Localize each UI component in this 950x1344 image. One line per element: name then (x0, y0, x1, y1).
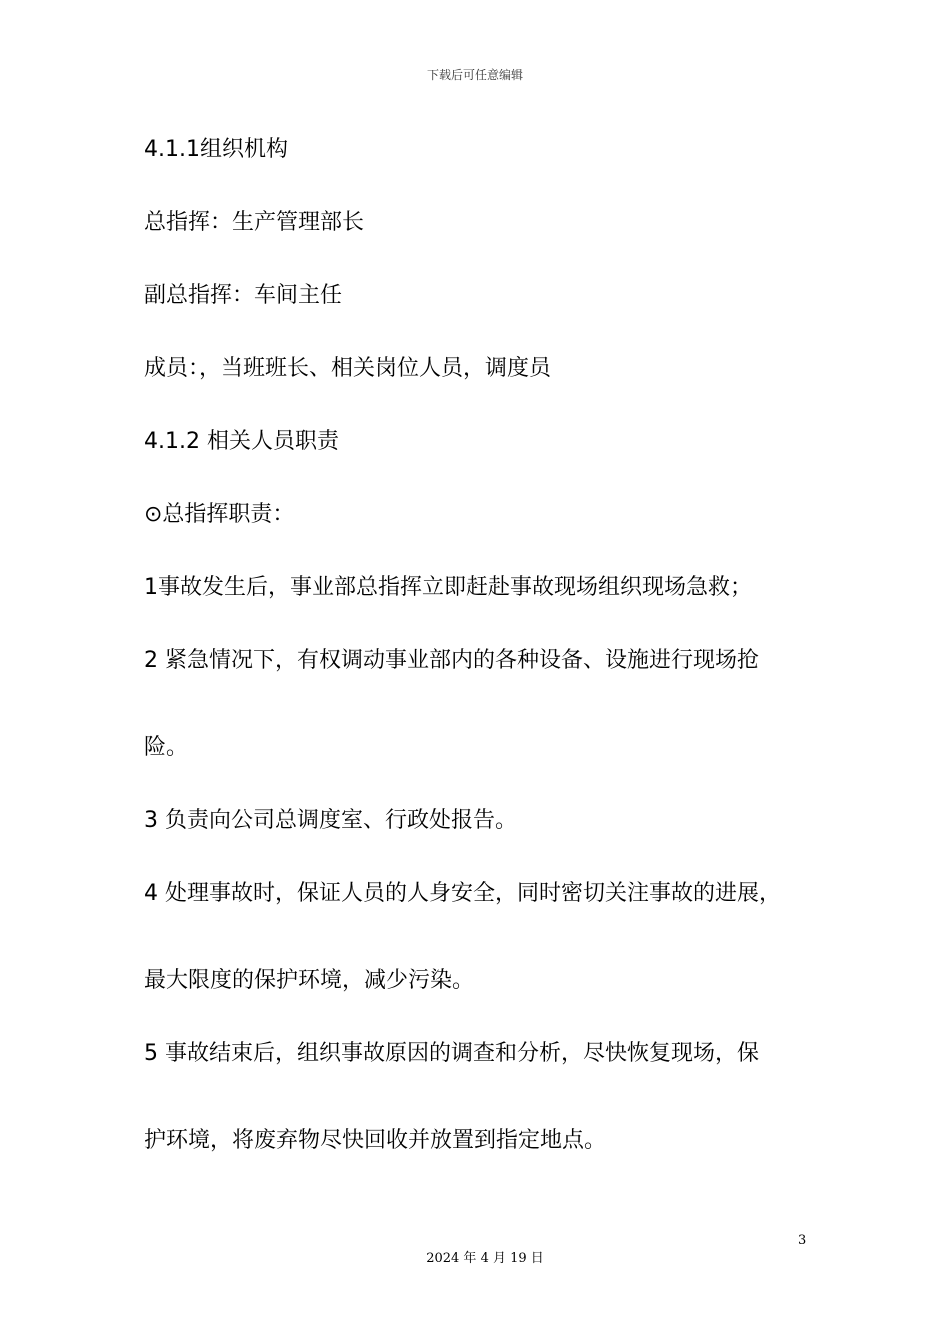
text-line-item-2: 2 紧急情况下，有权调动事业部内的各种设备、设施进行现场抢 (144, 648, 759, 673)
page-number: 3 (798, 1233, 807, 1248)
text-line-deputy-commander: 副总指挥：车间主任 (144, 283, 343, 308)
section-heading-organization: 4.1.1组织机构 (144, 137, 288, 162)
text-line-item-5-cont: 护环境，将废弃物尽快回收并放置到指定地点。 (144, 1128, 607, 1153)
text-line-item-4-cont: 最大限度的保护环境，减少污染。 (144, 968, 475, 993)
page-header: 下载后可任意编辑 (426, 68, 523, 82)
text-line-item-2-cont: 险。 (144, 735, 189, 760)
text-line-item-5: 5 事故结束后，组织事故原因的调查和分析，尽快恢复现场，保 (144, 1041, 759, 1066)
footer-date: 2024 年 4 月 19 日 (426, 1251, 544, 1266)
text-line-item-3: 3 负责向公司总调度室、行政处报告。 (144, 808, 517, 833)
text-line-members: 成员：，当班班长、相关岗位人员，调度员 (144, 356, 552, 381)
text-line-item-4: 4 处理事故时，保证人员的人身安全，同时密切关注事故的进展， (144, 881, 781, 906)
text-line-commander-duties: ⊙总指挥职责： (144, 502, 295, 527)
text-line-commander: 总指挥：生产管理部长 (144, 210, 365, 235)
section-heading-responsibilities: 4.1.2 相关人员职责 (144, 429, 339, 454)
text-line-item-1: 1事故发生后，事业部总指挥立即赶赴事故现场组织现场急救； (144, 575, 752, 600)
